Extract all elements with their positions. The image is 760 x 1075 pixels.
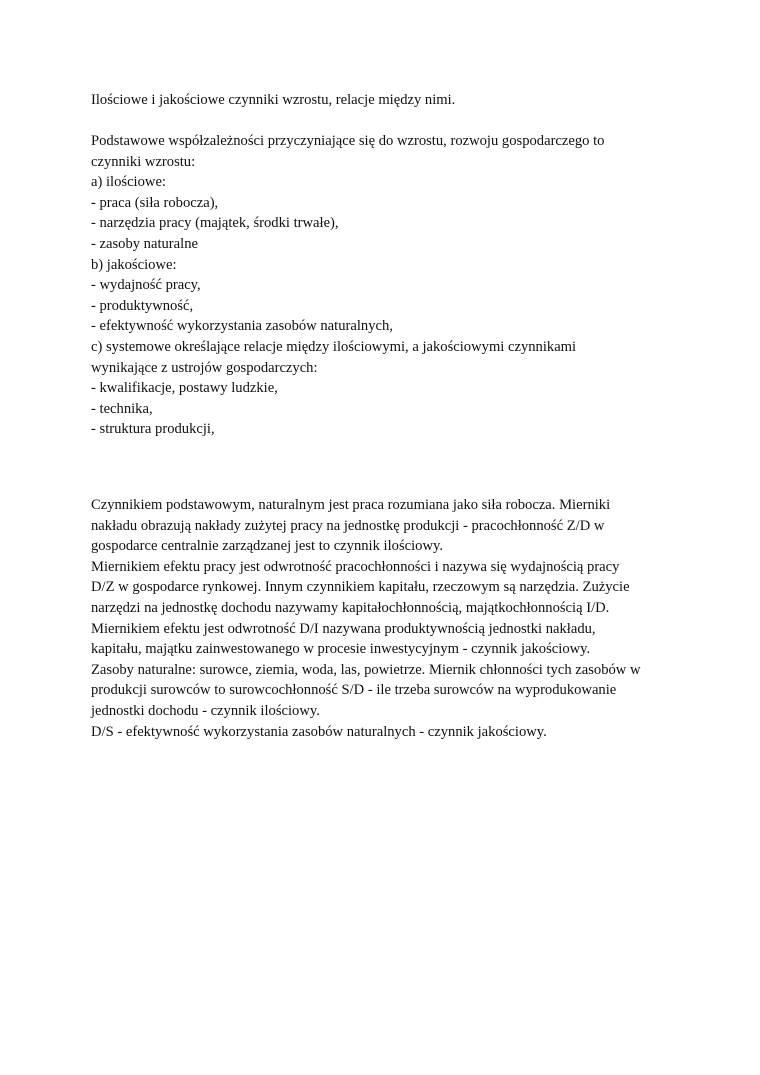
text-line: a) ilościowe:: [91, 174, 166, 191]
text-line: gospodarce centralnie zarządzanej jest to czynnik ilościowy.: [91, 538, 443, 555]
text-line: nakładu obrazują nakłady zużytej pracy na jednostkę produkcji - pracochłonność Z/D w: [91, 517, 605, 534]
text-line: wynikające z ustrojów gospodarczych:: [91, 359, 318, 376]
text-line: - technika,: [91, 400, 153, 417]
text-line: D/S - efektywność wykorzystania zasobów naturalnych - czynnik jakościowy.: [91, 723, 547, 740]
document-title: [91, 90, 731, 111]
text-line: - produktywność,: [91, 297, 194, 314]
text-line: b) jakościowe:: [91, 256, 177, 273]
text-line: kapitału, majątku zainwestowanego w procesie inwestycyjnym - czynnik jakościowy.: [91, 641, 591, 658]
text-line: produkcji surowców to surowcochłonność S/D - ile trzeba surowców na wyprodukowanie: [91, 682, 617, 699]
text-line: Zasoby naturalne: surowce, ziemia, woda, las, powietrze. Miernik chłonności tych zasobów w: [91, 661, 641, 678]
text-line: Czynnikiem podstawowym, naturalnym jest praca rozumiana jako siła robocza. Mierniki: [91, 497, 611, 513]
growth-factors-list: [91, 131, 731, 440]
text-line: c) systemowe określające relacje między ilościowymi, a jakościowymi czynnikami: [91, 338, 577, 355]
text-line: Podstawowe współzależności przyczyniające się do wzrostu, rozwoju gospodarczego to: [91, 133, 605, 149]
text-line: - wydajność pracy,: [91, 277, 201, 294]
text-line: - efektywność wykorzystania zasobów naturalnych,: [91, 318, 393, 335]
text-line: - zasoby naturalne: [91, 235, 198, 252]
text-line: - kwalifikacje, postawy ludzkie,: [91, 380, 278, 397]
text-line: - struktura produkcji,: [91, 421, 215, 438]
factors-explanation-paragraph: [91, 495, 731, 742]
text-line: - narzędzia pracy (majątek, środki trwałe),: [91, 215, 339, 232]
text-line: D/Z w gospodarce rynkowej. Innym czynnikiem kapitału, rzeczowym są narzędzia. Zużycie: [91, 579, 630, 596]
text-line: jednostki dochodu - czynnik ilościowy.: [91, 702, 320, 719]
title-line: Ilościowe i jakościowe czynniki wzrostu, relacje między nimi.: [91, 92, 456, 108]
text-line: - praca (siła robocza),: [91, 194, 219, 211]
text-line: narzędzi na jednostkę dochodu nazywamy kapitałochłonnością, majątkochłonnością I/D.: [91, 599, 610, 616]
text-line: Miernikiem efektu jest odwrotność D/I nazywana produktywnością jednostki nakładu,: [91, 620, 596, 637]
text-line: Miernikiem efektu pracy jest odwrotność pracochłonności i nazywa się wydajnością pracy: [91, 558, 620, 575]
text-line: czynniki wzrostu:: [91, 153, 196, 170]
